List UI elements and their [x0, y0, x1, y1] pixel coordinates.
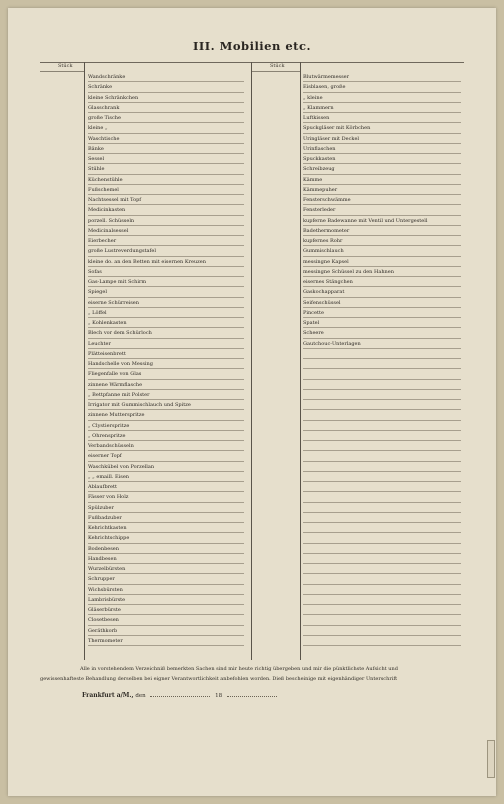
item-label: Geräthkorb	[88, 627, 118, 634]
item-label: Schränke	[88, 84, 113, 91]
year-label: 18	[215, 693, 223, 699]
blank-row	[303, 381, 461, 391]
blank-row	[303, 391, 461, 401]
item-label: eiserner Topf	[88, 453, 122, 460]
list-item	[88, 340, 244, 350]
blank-row	[303, 493, 461, 503]
item-label: kupferne Badewanne mit Ventil und Untergestell	[303, 217, 428, 224]
blank-row	[303, 575, 461, 585]
blank-row	[303, 473, 461, 483]
left-item-column	[88, 73, 244, 647]
list-item	[88, 586, 244, 596]
list-item	[88, 493, 244, 503]
item-label: Sessel	[88, 156, 105, 162]
blank-row	[303, 452, 461, 462]
item-label: zinnene Wärmflasche	[88, 381, 143, 388]
list-item	[88, 278, 244, 288]
center-divider	[251, 62, 252, 660]
list-item	[88, 463, 244, 473]
blank-row	[303, 565, 461, 575]
list-item	[303, 83, 461, 93]
blank-row	[303, 360, 461, 370]
list-item	[88, 360, 244, 370]
item-label: Kehrichtkasten	[88, 525, 127, 531]
blank-row	[303, 514, 461, 524]
list-item	[303, 309, 461, 319]
item-label: Bänke	[88, 145, 104, 152]
list-item	[88, 196, 244, 206]
item-label: Waschkübel von Porzellan	[88, 463, 155, 470]
list-item	[303, 217, 461, 227]
list-item	[88, 237, 244, 247]
footer-line-2: gewissenhafteste Behandlung derselben bei eigner Verantwortlichkeit anbefohlen worden. Dieß bescheinige mit eigenhändiger Unterschrift	[40, 676, 398, 682]
list-item	[303, 165, 461, 175]
blank-row	[303, 596, 461, 606]
list-item	[88, 627, 244, 637]
blank-row	[303, 432, 461, 442]
item-label: „ „ emaill. Eisen	[88, 473, 130, 480]
item-label: Spülzuber	[88, 504, 114, 511]
item-label: Handbesen	[88, 555, 117, 562]
item-label: Handschelle von Messing	[88, 361, 153, 367]
list-item	[88, 555, 244, 565]
item-label: messingne Schüssel zu den Hahnen	[303, 268, 394, 275]
item-label: Medicinalsessel	[88, 227, 129, 234]
item-label: Spiegel	[88, 289, 107, 296]
item-label: Uringläser mit Deckel	[303, 135, 360, 142]
list-item	[303, 94, 461, 104]
list-item	[88, 534, 244, 544]
list-item	[88, 401, 244, 411]
item-label: Spuckkasten	[303, 156, 336, 162]
list-item	[88, 411, 244, 421]
item-label: Spatel	[303, 320, 320, 326]
list-item	[88, 319, 244, 329]
list-item	[303, 340, 461, 350]
list-item	[88, 432, 244, 442]
blank-row	[303, 586, 461, 596]
item-label: „ kleine	[303, 94, 323, 101]
blank-row	[303, 534, 461, 544]
item-label: Glasschrank	[88, 104, 120, 111]
item-label: „ Clystierspritze	[88, 422, 130, 429]
list-item	[303, 145, 461, 155]
list-item	[303, 278, 461, 288]
list-item	[88, 227, 244, 237]
item-label: Seifenschüssel	[303, 299, 341, 306]
list-item	[88, 350, 244, 360]
item-label: Fässer von Holz	[88, 494, 129, 501]
item-label: Medicinkasten	[88, 207, 126, 214]
blank-row	[303, 442, 461, 452]
item-label: Blutwärmemesser	[303, 74, 350, 80]
item-label: Scheere	[303, 330, 324, 337]
list-item	[88, 473, 244, 483]
list-item	[88, 606, 244, 616]
header-rule-left	[40, 71, 84, 72]
header-rule-right	[252, 71, 300, 72]
list-item	[303, 319, 461, 329]
list-item	[88, 145, 244, 155]
signature-line	[82, 692, 280, 699]
list-item	[88, 452, 244, 462]
list-item	[88, 165, 244, 175]
item-label: Stühle	[88, 166, 105, 173]
item-label: große Lustreverdungstafel	[88, 248, 156, 255]
list-item	[303, 237, 461, 247]
item-label: Wandschränke	[88, 74, 126, 80]
list-item	[88, 442, 244, 452]
item-label: Kehrichtschippe	[88, 535, 130, 542]
list-item	[303, 124, 461, 134]
list-item	[88, 94, 244, 104]
blank-row	[303, 606, 461, 616]
item-label: kleine do. an den Betten mit eisernen Kreuzen	[88, 258, 206, 265]
item-label: Badethermometer	[303, 227, 350, 234]
item-label: Closetbesen	[88, 617, 119, 624]
item-label: Sofas	[88, 268, 102, 275]
list-item	[303, 227, 461, 237]
item-label: kleine „	[88, 125, 108, 132]
list-item	[88, 217, 244, 227]
item-label: Wurzelbürsten	[88, 566, 126, 572]
item-label: Fensterleder	[303, 207, 336, 214]
list-item	[303, 206, 461, 216]
item-label: Gummischlauch	[303, 248, 344, 255]
item-label: Kämmepuher	[303, 186, 338, 193]
item-label: Fußschemel	[88, 186, 119, 193]
item-label: Blech vor dem Schürloch	[88, 330, 152, 337]
item-label: Irrigator mit Gummischlauch und Spitze	[88, 402, 191, 408]
list-item	[88, 268, 244, 278]
list-item	[303, 73, 461, 83]
list-item	[303, 288, 461, 298]
list-item	[303, 299, 461, 309]
blank-row	[303, 350, 461, 360]
item-label: Leuchter	[88, 340, 111, 347]
list-item	[88, 514, 244, 524]
item-label: Eierbecher	[88, 238, 117, 244]
archive-stamp	[487, 740, 495, 778]
list-item	[303, 135, 461, 145]
list-item	[88, 155, 244, 165]
list-item	[88, 288, 244, 298]
list-item	[88, 73, 244, 83]
item-label: Gläserbürste	[88, 607, 121, 613]
item-label: porzell. Schüsseln	[88, 217, 135, 224]
list-item	[88, 524, 244, 534]
blank-row	[303, 616, 461, 626]
list-item	[303, 329, 461, 339]
item-label: Bodenbesen	[88, 545, 119, 552]
item-label: Lambrisbürste	[88, 596, 126, 603]
list-item	[88, 135, 244, 145]
list-item	[88, 247, 244, 257]
item-label: Nachtsessel mit Topf	[88, 197, 142, 203]
page-title: III. Mobilien etc.	[192, 39, 311, 53]
blank-row	[303, 401, 461, 411]
right-item-column	[303, 73, 461, 647]
item-label: Küchenstühle	[88, 176, 123, 183]
place-label: Frankfurt a/M.,	[82, 692, 134, 699]
item-label: Kämme	[303, 176, 323, 183]
item-label: eiserne Schürreisen	[88, 299, 139, 306]
item-label: „ Kohlenkasten	[88, 320, 127, 326]
list-item	[88, 545, 244, 555]
item-label: „ Klammern	[303, 104, 334, 111]
list-item	[88, 504, 244, 514]
year-blank	[227, 696, 277, 697]
den-label: den	[135, 693, 146, 699]
item-label: Fensterschwämme	[303, 197, 351, 203]
blank-row	[303, 463, 461, 473]
list-item	[88, 299, 244, 309]
blank-row	[303, 370, 461, 380]
right-column-rule	[300, 62, 301, 660]
blank-row	[303, 627, 461, 637]
list-item	[88, 206, 244, 216]
list-item	[88, 391, 244, 401]
item-label: Wichsbürsten	[88, 586, 123, 593]
list-item	[88, 575, 244, 585]
item-label: „ Ohrenspritze	[88, 432, 126, 439]
blank-row	[303, 422, 461, 432]
list-item	[88, 483, 244, 493]
list-item	[303, 176, 461, 186]
stueck-header-left: Stück	[58, 63, 73, 69]
blank-row	[303, 524, 461, 534]
list-item	[303, 247, 461, 257]
blank-row	[303, 555, 461, 565]
list-item	[303, 268, 461, 278]
item-label: Fliegenfalle von Glas	[88, 371, 142, 378]
list-item	[303, 196, 461, 206]
item-label: große Tische	[88, 115, 121, 121]
item-label: Urinflaschen	[303, 145, 336, 152]
item-label: messingne Kapsel	[303, 258, 349, 265]
list-item	[88, 186, 244, 196]
footer-line-1: Alle in vorstehendem Verzeichniß bemerkten Sachen sind mir heute richtig übergeben und mir die pünktlichste Aufsicht und	[80, 666, 398, 672]
item-label: kleine Schränkchen	[88, 94, 139, 101]
item-label: zinnene Mutterspritze	[88, 412, 145, 419]
list-item	[88, 83, 244, 93]
blank-row	[303, 411, 461, 421]
left-column-rule	[84, 62, 85, 660]
blank-row	[303, 504, 461, 514]
item-label: Ablaufbrett	[88, 484, 118, 490]
item-label: Schrupper	[88, 576, 115, 583]
list-item	[88, 329, 244, 339]
item-label: Waschtische	[88, 135, 120, 142]
item-label: Luftkissen	[303, 115, 330, 121]
item-label: Fußbadzuber	[88, 514, 122, 521]
blank-row	[303, 483, 461, 493]
list-item	[88, 596, 244, 606]
item-label: „ Bettpfanne mit Polster	[88, 391, 150, 398]
date-blank	[150, 696, 210, 697]
item-label: Verbandschüsseln	[88, 443, 134, 449]
item-label: Plätteisenbrett	[88, 350, 126, 357]
item-label: Eisblasen, große	[303, 84, 346, 91]
list-item	[88, 422, 244, 432]
item-label: Schreibzeug	[303, 166, 335, 173]
list-item	[88, 124, 244, 134]
list-item	[88, 104, 244, 114]
item-label: Spuckgläser mit Körbchen	[303, 125, 371, 132]
item-label: „ Löffel	[88, 309, 107, 316]
list-item	[303, 155, 461, 165]
list-item	[88, 616, 244, 626]
list-item	[303, 186, 461, 196]
item-label: kupfernes Rohr	[303, 238, 343, 244]
list-item	[303, 258, 461, 268]
list-item	[88, 381, 244, 391]
list-item	[88, 565, 244, 575]
list-item	[88, 114, 244, 124]
blank-row	[303, 545, 461, 555]
item-label: Pincette	[303, 309, 324, 316]
footer-text	[40, 664, 464, 684]
list-item	[88, 309, 244, 319]
item-label: Gas-Lampe mit Schirm	[88, 279, 147, 285]
list-item	[88, 637, 244, 647]
list-item	[88, 258, 244, 268]
blank-row	[303, 637, 461, 647]
list-item	[88, 370, 244, 380]
item-label: Gautchouc-Unterlagen	[303, 340, 361, 347]
list-item	[303, 104, 461, 114]
item-label: Gaskochapparat	[303, 289, 345, 296]
item-label: eisernes Stängchen	[303, 279, 353, 285]
list-item	[303, 114, 461, 124]
stueck-header-right: Stück	[270, 63, 285, 69]
item-label: Thermometer	[88, 637, 123, 644]
list-item	[88, 176, 244, 186]
